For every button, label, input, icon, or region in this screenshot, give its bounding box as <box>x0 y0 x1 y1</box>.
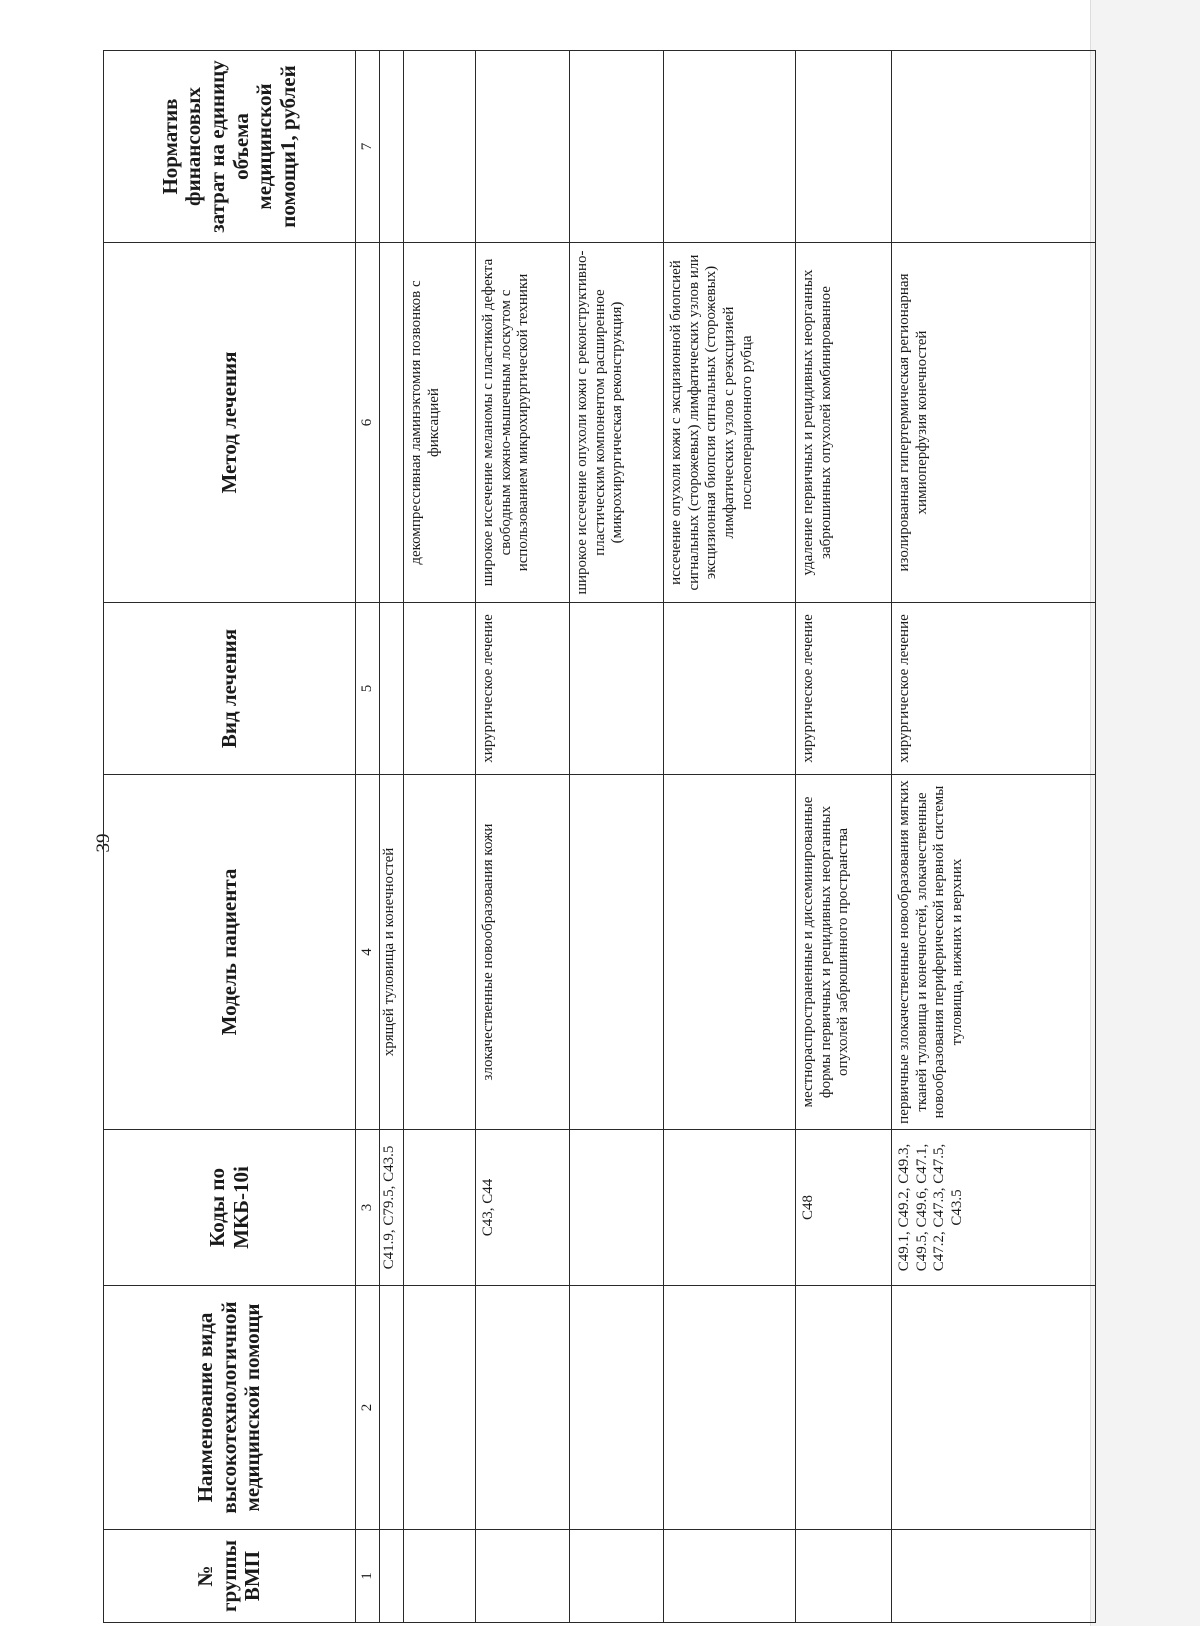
group-cell <box>796 1530 892 1623</box>
treatment-method-cell: декомпрессивная ламинэктомия позвонков с фиксацией <box>404 243 476 603</box>
treatment-method-cell: широкое иссечение меланомы с пластикой дефекта свободным кожно-мышечным лоскутом с использованием микрохирургической техники <box>476 243 570 603</box>
financial-norm-cell <box>664 51 796 243</box>
table-row <box>664 51 796 1623</box>
table-row <box>796 51 892 1623</box>
group-cell <box>476 1530 570 1623</box>
patient-model-cell: хрящей туловища и конечностей <box>380 775 404 1130</box>
column-number: 4 <box>356 775 380 1130</box>
treatment-method-cell <box>380 243 404 603</box>
financial-norm-cell <box>570 51 664 243</box>
treatment-method-cell: удаление первичных и рецидивных неорганных забрюшинных опухолей комбинированное <box>796 243 892 603</box>
column-number: 2 <box>356 1286 380 1530</box>
table-row <box>476 51 570 1623</box>
patient-model-cell <box>570 775 664 1130</box>
financial-norm-cell <box>476 51 570 243</box>
patient-model-cell: злокачественные новообразования кожи <box>476 775 570 1130</box>
treatment-type-cell: хирургическое лечение <box>476 603 570 775</box>
patient-model-cell <box>664 775 796 1130</box>
treatment-type-cell: хирургическое лечение <box>796 603 892 775</box>
icd-codes-cell <box>404 1130 476 1286</box>
icd-codes-cell: C41.9, C79.5, C43.5 <box>380 1130 404 1286</box>
care-name-cell <box>892 1286 1096 1530</box>
group-cell <box>664 1530 796 1623</box>
group-cell <box>570 1530 664 1623</box>
table-row <box>404 51 476 1623</box>
treatment-type-cell <box>570 603 664 775</box>
patient-model-cell: местнораспространенные и диссеминированные формы первичных и рецидивных неорганных опухолей забрюшинного пространства <box>796 775 892 1130</box>
column-number: 7 <box>356 51 380 243</box>
vmp-table <box>103 50 1096 1623</box>
group-cell <box>404 1530 476 1623</box>
table-header-row <box>104 51 356 1623</box>
financial-norm-cell <box>404 51 476 243</box>
column-number: 3 <box>356 1130 380 1286</box>
treatment-type-cell: хирургическое лечение <box>892 603 1096 775</box>
column-number: 1 <box>356 1530 380 1623</box>
care-name-cell <box>476 1286 570 1530</box>
treatment-method-cell: изолированная гипертермическая регионарная химиоперфузия конечностей <box>892 243 1096 603</box>
treatment-method-cell: иссечение опухоли кожи с эксцизионной биопсией сигнальных (сторожевых) лимфатических узлов или эксцизионная биопсия сигнальных (сторожевых) лимфатических узлов с реэксцизией послеоперационного рубца <box>664 243 796 603</box>
care-name-cell <box>570 1286 664 1530</box>
header-icd-codes: Коды по МКБ-10i <box>104 1130 356 1286</box>
care-name-cell <box>404 1286 476 1530</box>
table-row <box>570 51 664 1623</box>
header-treatment-type: Вид лечения <box>104 603 356 775</box>
icd-codes-cell <box>664 1130 796 1286</box>
financial-norm-cell <box>892 51 1096 243</box>
header-treatment-method: Метод лечения <box>104 243 356 603</box>
header-patient-model: Модель пациента <box>104 775 356 1130</box>
scan-margin-strip <box>1090 0 1200 1626</box>
header-care-name: Наименование вида высокотехнологичной медицинской помощи <box>104 1286 356 1530</box>
care-name-cell <box>380 1286 404 1530</box>
column-number-row <box>356 51 380 1623</box>
patient-model-cell: первичные злокачественные новообразования мягких тканей туловища и конечностей, злокачественные новообразования периферической нервной системы туловища, нижних и верхних <box>892 775 1096 1130</box>
financial-norm-cell <box>796 51 892 243</box>
column-number: 6 <box>356 243 380 603</box>
treatment-method-cell: широкое иссечение опухоли кожи с реконструктивно-пластическим компонентом расширенное (микрохирургическая реконструкция) <box>570 243 664 603</box>
icd-codes-cell <box>570 1130 664 1286</box>
care-name-cell <box>796 1286 892 1530</box>
icd-codes-cell: C49.1, C49.2, C49.3, C49.5, C49.6, C47.1, C47.2, C47.3, C47.5, C43.5 <box>892 1130 1096 1286</box>
page-number: 39 <box>93 833 114 853</box>
group-cell <box>892 1530 1096 1623</box>
icd-codes-cell: C43, C44 <box>476 1130 570 1286</box>
table-row <box>892 51 1096 1623</box>
financial-norm-cell <box>380 51 404 243</box>
column-number: 5 <box>356 603 380 775</box>
group-cell <box>380 1530 404 1623</box>
care-name-cell <box>664 1286 796 1530</box>
treatment-type-cell <box>404 603 476 775</box>
table-row <box>380 51 404 1623</box>
treatment-type-cell <box>380 603 404 775</box>
rotated-table-page <box>103 51 1095 1623</box>
patient-model-cell <box>404 775 476 1130</box>
icd-codes-cell: C48 <box>796 1130 892 1286</box>
header-financial-norm: Норматив финансовых затрат на единицу объема медицинской помощи1, рублей <box>104 51 356 243</box>
treatment-type-cell <box>664 603 796 775</box>
header-group-number: № группы ВМП <box>104 1530 356 1623</box>
